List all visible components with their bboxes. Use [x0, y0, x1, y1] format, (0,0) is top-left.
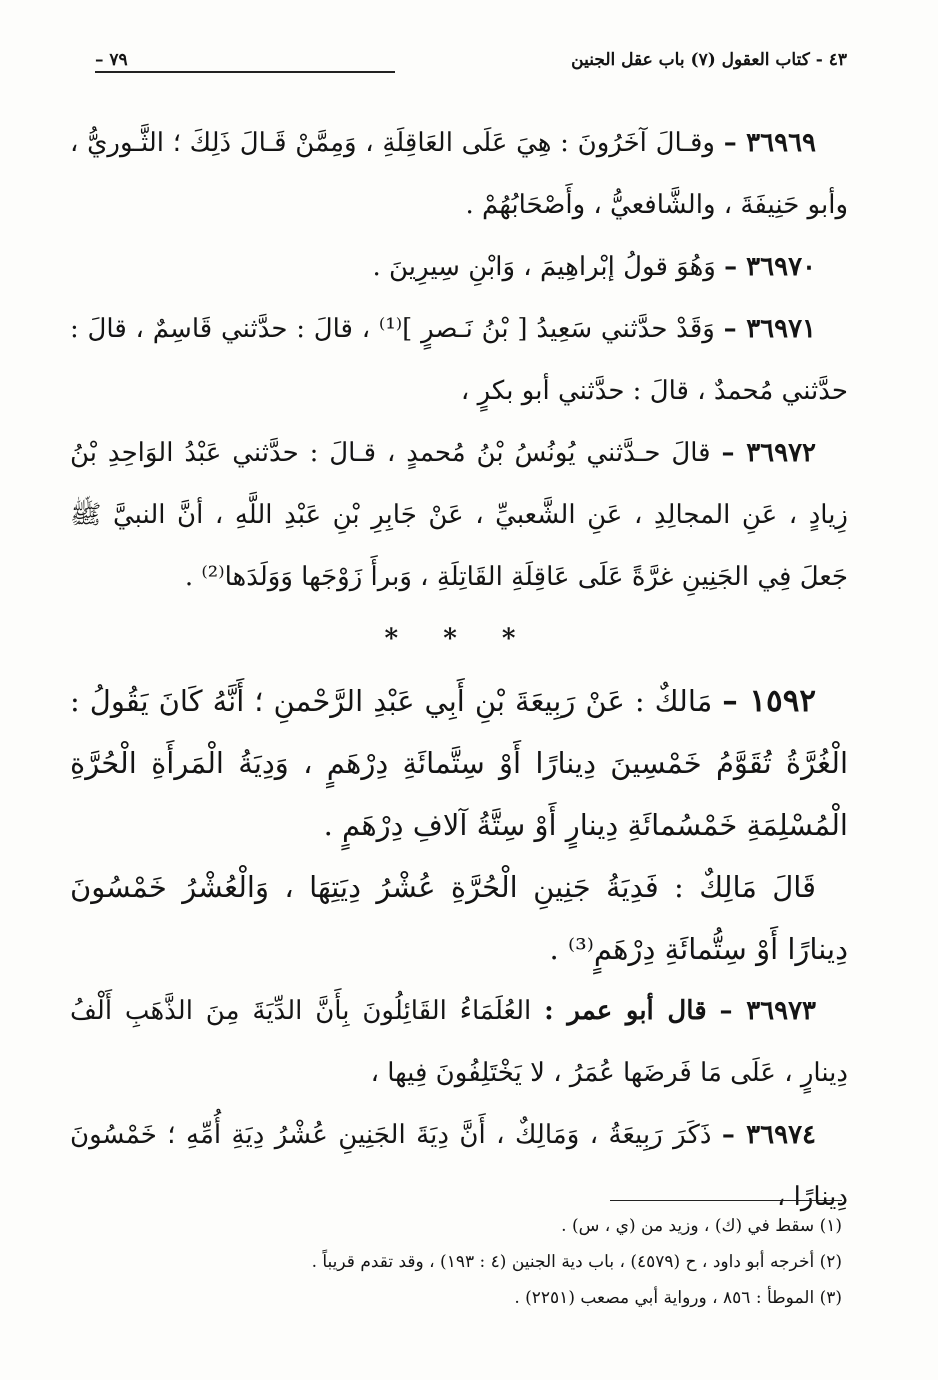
paragraph-number: ٣٦٩٧٤ – [721, 1120, 816, 1150]
paragraph-text: وَقَدْ حدَّثني سَعِيدُ [ بْنُ نَـصرٍ ]⁽¹⁾ ، قالَ : حدَّثني قَاسِمٌ ، قالَ : حدَّثني مُحمدٌ ، قالَ : حدَّثني أبو بكرٍ ، [70, 314, 848, 406]
paragraph-text: ذَكَرَ رَبِيعَةُ ، وَمَالِكٌ ، أَنَّ دِيَةَ الجَنِينِ عُشْرُ دِيَةِ أُمِّهِ ؛ خَمْسُونَ دِينارًا ، [70, 1120, 848, 1212]
paragraph-36972 [70, 422, 848, 608]
paragraph-36969 [70, 112, 848, 236]
paragraph-text: وقـالَ آخَرُونَ : هِيَ عَلَى العَاقِلَةِ ، وَمِمَّنْ قَـالَ ذَلِكَ ؛ الثَّـوريُّ ، وأبو حَنِيفَةَ ، والشَّافعيُّ ، وأَصْحَابُهُمْ . [70, 128, 848, 220]
main-text [70, 112, 848, 1228]
paragraph-36970 [70, 236, 848, 298]
footnote-3: (٣) الموطأ : ٨٥٦ ، ورواية أبي مصعب (٢٢٥١) . [514, 1288, 842, 1308]
paragraph-number: ٣٦٩٧٠ – [724, 252, 816, 282]
paragraph-number: ١٥٩٢ – [722, 683, 817, 719]
paragraph-1592 [70, 670, 848, 856]
paragraph-36973 [70, 980, 848, 1104]
paragraph-number: ٣٦٩٧١ – [723, 314, 817, 344]
running-title: ٤٣ - كتاب العقول (٧) باب عقل الجنين [571, 50, 847, 70]
paragraph-text: وَهُوَ قولُ إبْراهِيمَ ، وَابْنِ سِيرِينَ . [372, 252, 716, 282]
footnote-1: (١) سقط في (ك) ، وزيد من (ي ، س) . [561, 1216, 842, 1236]
paragraph-text: قالَ حـدَّثني يُونُسُ بْنُ مُحمدٍ ، قـالَ : حدَّثني عَبْدُ الوَاحِدِ بْنُ زِيادٍ ، عَنِ المجالِدِ ، عَنِ الشَّعبيِّ ، عَنْ جَابِرِ بْنِ عَبْدِ اللَّهِ ، أنَّ النبيَّ ﷺ جَعلَ فِي الجَنِينِ غرَّةً عَلَى عَاقِلَةِ القَاتِلَةِ ، وَبرأَ زَوْجَها وَوَلَدَها⁽²⁾ . [70, 438, 848, 592]
paragraph-text: مَالكٌ : عَنْ رَبِيعَةَ بْنِ أَبِي عَبْدِ الرَّحْمنِ ؛ أَنَّهُ كَانَ يَقُولُ : الْغُرَّةُ تُقَوَّمُ خَمْسِينَ دِينارًا أَوْ سِتَّمائَةِ دِرْهَمٍ ، وَدِيَةُ الْمَرأَةِ الْحُرَّةِ الْمُسْلِمَةِ خَمْسُمائَةِ دِينارٍ أَوْ سِتَّةُ آلافِ دِرْهَمٍ . [70, 684, 848, 842]
paragraph-text: العُلَمَاءُ القَائِلُونَ بِأَنَّ الدِّيَةَ مِنَ الذَّهَبِ أَلْفُ دِينارٍ ، عَلَى مَا فَرضَها عُمَرُ ، لا يَخْتَلِفُونَ فِيها ، [70, 996, 848, 1088]
footnotes [160, 1208, 842, 1316]
paragraph-number: ٣٦٩٧٣ – [719, 996, 817, 1026]
page-number: – ٧٩ [95, 50, 128, 70]
header-rule [95, 71, 395, 73]
paragraph-number: ٣٦٩٦٩ – [723, 128, 816, 158]
paragraph-malik-saying [70, 856, 848, 980]
running-header [95, 48, 847, 88]
paragraph-text: قَالَ مَالِكٌ : فَدِيَةُ جَنِينِ الْحُرَّةِ عُشْرُ دِيَتِهَا ، وَالْعُشْرُ خَمْسُونَ دِينارًا أَوْ سِتُّمائَةِ دِرْهَمٍ⁽³⁾ . [70, 870, 848, 966]
paragraph-lead: قال أبو عمر : [544, 996, 707, 1026]
paragraph-number: ٣٦٩٧٢ – [721, 438, 817, 468]
section-separator: * * * [384, 624, 534, 654]
footnote-rule [610, 1200, 842, 1201]
footnote-2: (٢) أخرجه أبو داود ، ح (٤٥٧٩) ، باب دية الجنين (٤ : ١٩٣) ، وقد تقدم قريباً . [311, 1252, 842, 1272]
paragraph-36971 [70, 298, 848, 422]
